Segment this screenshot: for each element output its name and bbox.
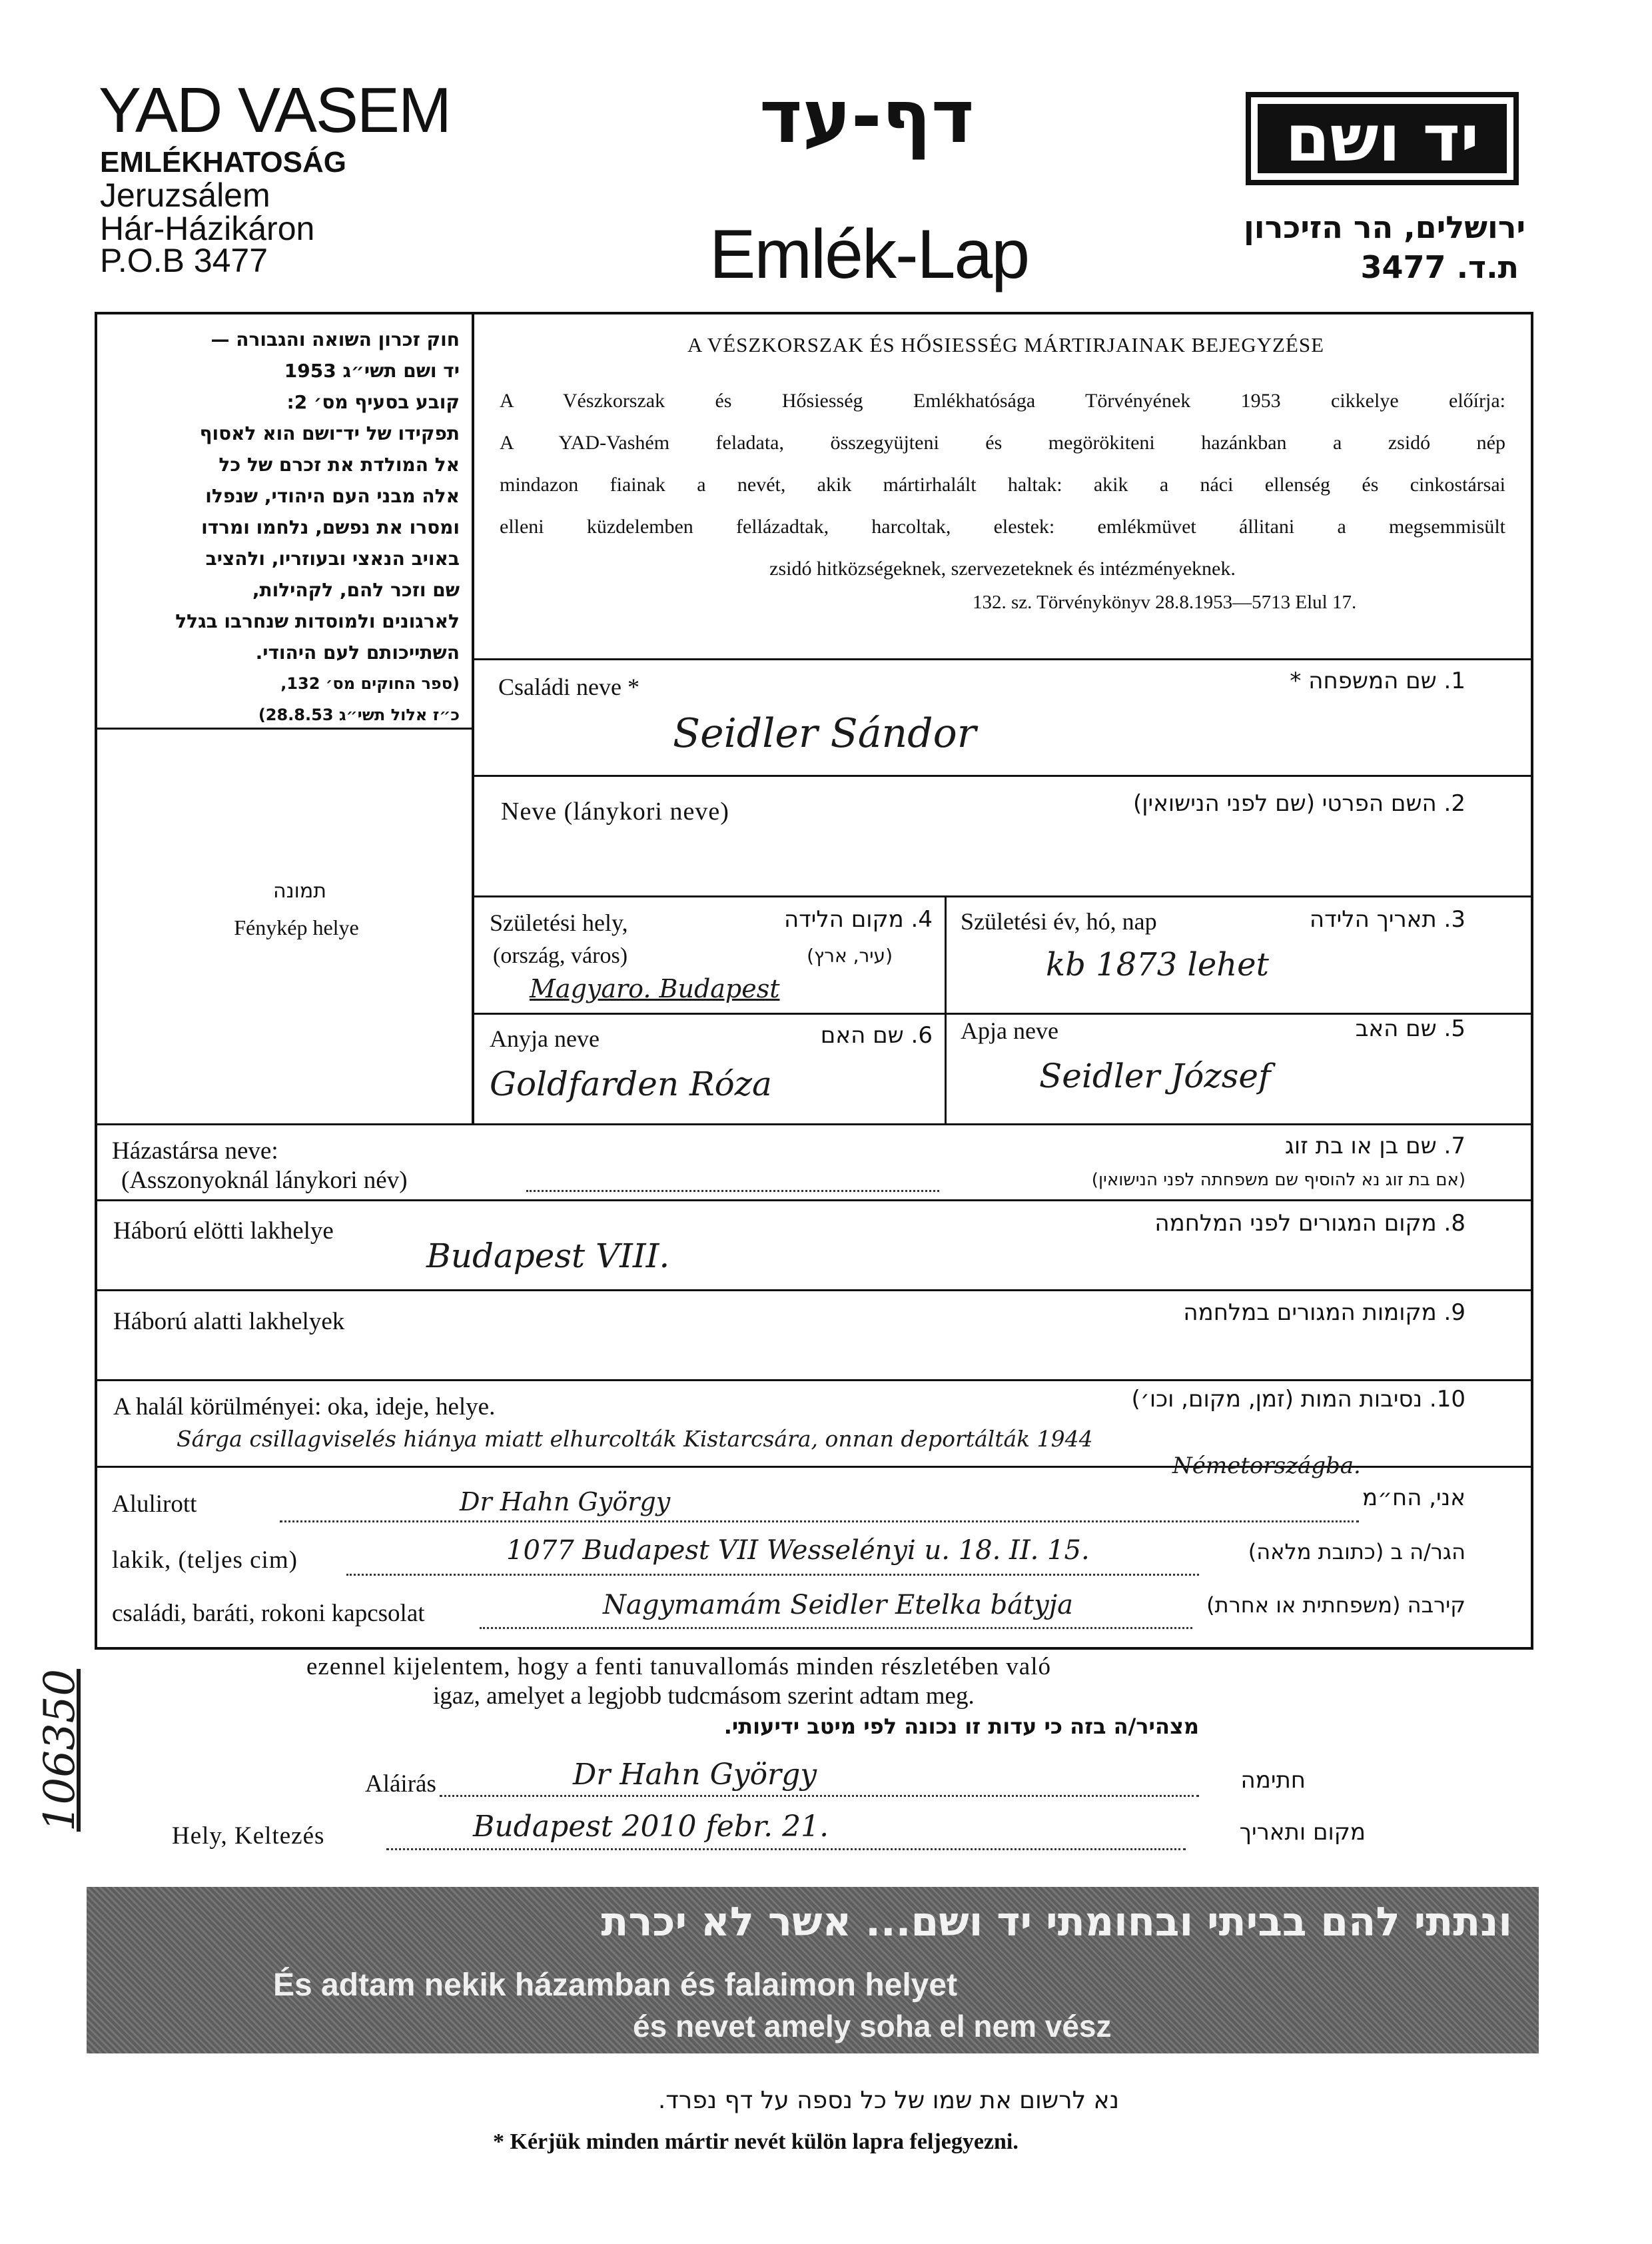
family-name-value: Seidler Sándor (673, 710, 977, 757)
law-text (107, 324, 460, 731)
birthplace-hebrew-sub: (עיר, ארץ) (807, 945, 893, 967)
declarant-address-hebrew: הגר/ה ב (כתובת מלאה) (1248, 1539, 1465, 1564)
birthdate-value: kb 1873 lehet (1046, 946, 1269, 983)
statement-line-1: ezennel kijelentem, hogy a fenti tanuvallomás minden részletében való (306, 1653, 1051, 1680)
field-8-top (95, 1199, 1532, 1201)
relationship-hebrew: קירבה (משפחתית או אחרת) (1206, 1592, 1465, 1618)
father-name-hebrew: 5. שם האב (1355, 1015, 1465, 1042)
field-34-top (473, 895, 1532, 897)
place-date-value: Budapest 2010 febr. 21. (473, 1810, 829, 1844)
banner-hebrew: ונתתי להם בביתי ובחומתי יד ושם... אשר לא יכרת (601, 1899, 1512, 1946)
banner-line-2: és nevet amely soha el nem vész (633, 2009, 1112, 2043)
birthplace-sublabel: (ország, város) (493, 943, 628, 968)
signature-hebrew: חתימה (1240, 1767, 1306, 1794)
prewar-residence-label: Háború elötti lakhelye (113, 1217, 334, 1245)
right-address-1: ירושלים, הר הזיכרון (1243, 209, 1525, 245)
photo-place-hebrew: תמונה (273, 879, 326, 903)
mother-name-hebrew: 6. שם האם (820, 1022, 933, 1049)
signature-dotted-line (440, 1795, 1199, 1797)
intro-line: elleni küzdelemben fellázadtak, harcoltak, elestek: emlékmüvet állitani a megsemmisült (500, 516, 1505, 538)
law-line: אל המולדת את זכרם של כל (218, 454, 460, 476)
field-2-top (473, 775, 1532, 777)
footer-note-hebrew: נא לרשום את שמו של כל נספה על דף נפרד. (657, 2087, 1119, 2114)
field-1-top (473, 658, 1532, 660)
law-line: קובע בסעיף מס׳ 2: (286, 391, 460, 413)
relationship-dotted-line (480, 1627, 1192, 1629)
signature-value: Dr Hahn György (573, 1758, 817, 1792)
place-date-dotted-line (386, 1848, 1186, 1850)
frame-left (95, 312, 97, 1650)
relationship-label: családi, baráti, rokoni kapcsolat (112, 1600, 425, 1627)
footer-note: * Kérjük minden mártir nevét külön lapra feljegyezni. (493, 2129, 1019, 2154)
frame-top (95, 312, 1533, 314)
intro-citation: 132. sz. Törvénykönyv 28.8.1953—5713 Elul 17. (973, 592, 1357, 613)
address-line-2: Hár-Házikáron (100, 210, 315, 247)
prewar-residence-hebrew: 8. מקום המגורים לפני המלחמה (1154, 1210, 1465, 1237)
law-line: כ״ז אלול תשי״ג 28.8.53) (258, 706, 460, 724)
wartime-residence-hebrew: 9. מקומות המגורים במלחמה (1183, 1299, 1465, 1326)
wartime-residence-label: Háború alatti lakhelyek (113, 1308, 345, 1335)
field-56-top (473, 1013, 1532, 1015)
statement-line-2: igaz, amelyet a legjobb tudcmásom szerint adtam meg. (433, 1682, 975, 1710)
address-line-1: Jeruzsálem (100, 177, 270, 214)
law-line: שם וזכר להם, לקהילות, (252, 579, 460, 601)
birthplace-value: Magyaro. Budapest (530, 974, 780, 1003)
mother-name-value: Goldfarden Róza (490, 1065, 772, 1103)
record-number-stamp: 106350 (35, 1668, 85, 1832)
declarant-address-dotted-line (346, 1574, 1199, 1576)
law-line: יד ושם תשי״ג 1953 (284, 360, 460, 382)
declarant-name-dotted-line (280, 1520, 1359, 1522)
law-line: השתייכותם לעם היהודי. (255, 642, 460, 664)
law-line: אלה מבני העם היהודי, שנפלו (205, 485, 460, 507)
intro-text (500, 380, 1505, 590)
declarant-address-label: lakik, (teljes cim) (112, 1546, 298, 1574)
frame-right (1531, 312, 1533, 1650)
relationship-value: Nagymamám Seidler Etelka bátyja (603, 1590, 1073, 1620)
intro-line: mindazon fiainak a nevét, akik mártirhalált haltak: akik a náci ellenség és cinkostársai (500, 474, 1505, 496)
org-subtitle: EMLÉKHATOSÁG (100, 146, 346, 179)
intro-line: A Vészkorszak és Hősiesség Emlékhatósága Törvényének 1953 cikkelye előírja: (500, 390, 1505, 412)
right-address-2: ת.ד. 3477 (1360, 249, 1519, 285)
law-line: תפקידו של יד־ושם הוא לאסוף (199, 422, 460, 444)
field-10-top (95, 1379, 1532, 1381)
place-date-label: Hely, Keltezés (172, 1822, 325, 1850)
intro-line: A YAD-Vashém feladata, összegyüjteni és megörökiteni hazánkban a zsidó nép (500, 432, 1505, 454)
spouse-name-hebrew: 7. שם בן או בת זוג (1284, 1133, 1465, 1159)
field-34-divider (945, 895, 947, 1125)
spouse-name-hebrew-sub: (אם בת זוג נא להוסיף שם משפחתה לפני הנישואין) (1091, 1170, 1465, 1190)
death-circumstances-hebrew: 10. נסיבות המות (זמן, מקום, וכו׳) (1131, 1386, 1465, 1412)
spouse-name-dotted-line (526, 1190, 939, 1192)
family-name-hebrew: 1. שם המשפחה * (1290, 668, 1465, 694)
place-date-hebrew: מקום ותאריך (1239, 1819, 1366, 1846)
logo-inner: יד ושם (1258, 104, 1507, 173)
birthdate-label: Születési év, hó, nap (961, 908, 1157, 935)
intro-line: zsidó hitközségeknek, szervezeteknek és intézményeknek. (769, 558, 1236, 580)
declarant-name-value: Dr Hahn György (460, 1487, 671, 1516)
frame-bottom (95, 1647, 1533, 1650)
death-circumstances-value: Sárga csillagviselés hiánya miatt elhurcolták Kistarcsára, onnan deportálták 1944 (177, 1426, 1093, 1452)
law-box-divider (472, 312, 474, 1125)
yad-vashem-logo (1246, 92, 1519, 185)
banner-line-1: És adtam nekik házamban és falaimon helyet (273, 1967, 958, 2003)
declarant-name-label: Alulirott (112, 1490, 197, 1518)
father-name-value: Seidler József (1039, 1057, 1271, 1095)
center-hebrew-title: דף-עד (759, 74, 975, 159)
spouse-name-label: Házastársa neve: (112, 1137, 278, 1165)
given-name-label: Neve (lánykori neve) (501, 798, 729, 826)
law-line: חוק זכרון השואה והגבורה — (210, 328, 460, 350)
signature-label: Aláirás (365, 1770, 436, 1798)
family-name-label: Családi neve * (498, 674, 639, 700)
birthplace-hebrew: 4. מקום הלידה (783, 906, 933, 933)
center-title: Emlék-Lap (709, 216, 1029, 293)
field-7-top (95, 1123, 1532, 1125)
field-9-top (95, 1289, 1532, 1291)
death-circumstances-value-2: Németországba. (1172, 1452, 1361, 1479)
address-line-3: P.O.B 3477 (100, 242, 268, 279)
spouse-name-sublabel: (Asszonyoknál lánykori név) (121, 1167, 408, 1194)
declarant-address-value: 1077 Budapest VII Wesselényi u. 18. II. 15. (506, 1535, 1090, 1566)
birthdate-hebrew: 3. תאריך הלידה (1309, 906, 1465, 933)
law-line: לארגונים ולמוסדות שנחרבו בגלל (175, 610, 460, 632)
father-name-label: Apja neve (961, 1017, 1058, 1044)
statement-hebrew: מצהיר/ה בזה כי עדות זו נכונה לפי מיטב ידיעותי. (723, 1714, 1199, 1739)
intro-title: A VÉSZKORSZAK ÉS HŐSIESSÉG MÁRTIRJAINAK BEJEGYZÉSE (687, 333, 1325, 356)
law-line: ומסרו את נפשם, נלחמו ומרדו (201, 516, 460, 538)
death-circumstances-label: A halál körülményei: oka, ideje, helye. (113, 1393, 496, 1420)
quote-banner (87, 1887, 1539, 2053)
birthplace-label: Születési hely, (490, 909, 628, 936)
prewar-residence-value: Budapest VIII. (426, 1237, 670, 1275)
law-line: (ספר החוקים מס׳ 132, (280, 674, 460, 693)
photo-place-label: Fénykép helye (234, 915, 359, 939)
org-title: YAD VASEM (99, 75, 450, 146)
declarant-name-hebrew: אני, הח״מ (1362, 1484, 1465, 1511)
mother-name-label: Anyja neve (490, 1025, 600, 1052)
given-name-hebrew: 2. השם הפרטי (שם לפני הנישואין) (1133, 790, 1465, 817)
law-line: באויב הנאצי ובעוזריו, ולהציב (205, 548, 460, 570)
